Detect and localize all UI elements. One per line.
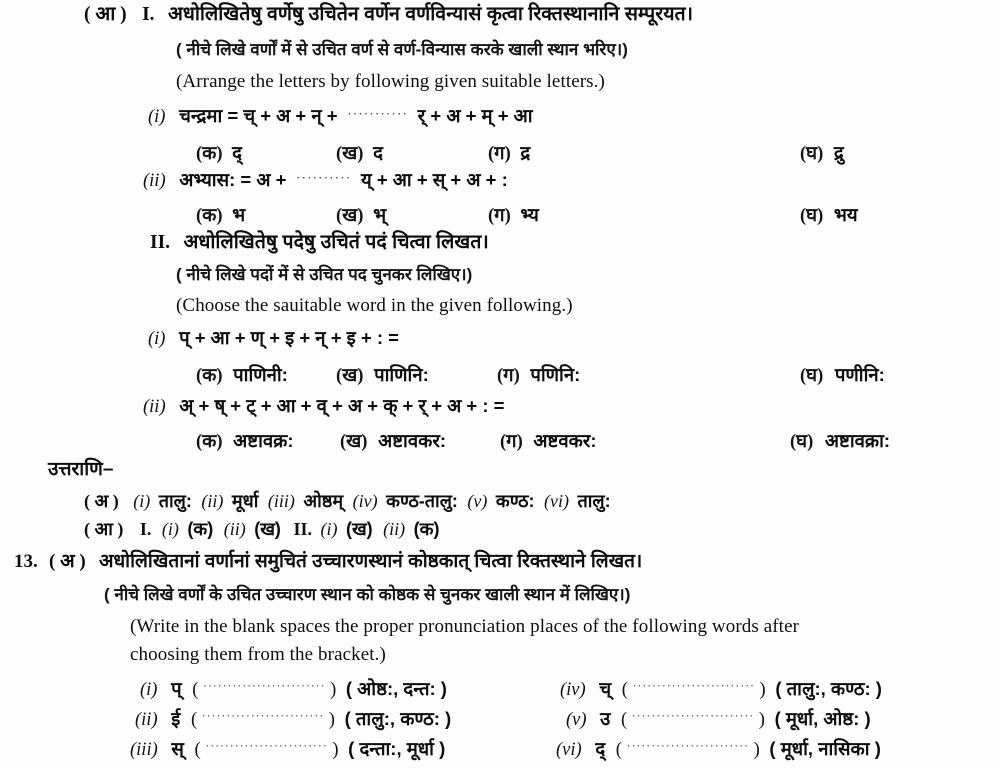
part2-numeral: II.: [150, 232, 171, 253]
option-value: द्र: [520, 142, 531, 163]
answer-num: (i): [320, 519, 338, 539]
item-number: (ii): [135, 710, 158, 730]
part2-q2-text: अ् + ष् + ट् + आ + व् + अ + क् + र् + अ + : =: [179, 395, 505, 416]
part2-q2-option-kha[interactable]: [340, 428, 446, 453]
question-13-english-line2: choosing them from the bracket.): [130, 644, 386, 665]
item-bracket-options: ( मूर्धा, ओष्ठ: ): [774, 708, 871, 729]
option-value: भ्य: [520, 204, 539, 225]
answer-item: [467, 491, 539, 511]
option-label: (ग): [488, 144, 511, 164]
answer-item: [162, 519, 218, 539]
question-13-marker: ( अ ): [49, 551, 86, 572]
answer-item: [133, 491, 196, 511]
close-paren: ): [328, 710, 335, 730]
part1-english-text: (Arrange the letters by following given suitable letters.): [176, 71, 605, 92]
option-value: अष्टावक्रा:: [824, 430, 891, 451]
section-aa-marker: ( आ ): [84, 4, 127, 25]
answer-num: (i): [161, 519, 179, 539]
part1-q2-number: (ii): [143, 171, 166, 191]
section-aa-part1-heading: [84, 4, 693, 25]
answer-blank[interactable]: ·························: [203, 678, 326, 693]
answer-item: [201, 491, 263, 511]
option-value: द्रु: [833, 142, 844, 163]
answers-group-2-numeral: II.: [293, 519, 312, 539]
open-paren: (: [620, 710, 628, 730]
answer-num: (vi): [544, 491, 569, 511]
part2-sanskrit-text: अधोलिखितेषु पदेषु उचितं पदं चित्वा लिखत।: [183, 231, 489, 253]
part2-q1-number: (i): [148, 329, 166, 349]
answer-num: (ii): [223, 519, 246, 539]
part1-q2-option-ka[interactable]: [196, 202, 245, 227]
answer-blank[interactable]: ·························: [626, 738, 749, 753]
option-label: (क): [196, 144, 223, 164]
part2-english-text: (Choose the sauitable word in the given following.): [176, 295, 573, 316]
answers-row-aa: [84, 520, 439, 539]
part1-q1-option-gha[interactable]: [800, 140, 844, 165]
option-value: पणीनि:: [834, 364, 885, 385]
item-number: (iii): [130, 740, 158, 760]
part2-question-1: [148, 328, 399, 349]
question-13-right-item-3[interactable]: [556, 736, 881, 761]
close-paren: ): [332, 740, 339, 760]
answer-value: कण्ठ-तालु:: [386, 491, 458, 511]
part1-hindi-text: ( नीचे लिखे वर्णों में से उचित वर्ण से वर्ण-विन्यास करके खाली स्थान भरिए।): [176, 40, 628, 59]
option-value: द: [373, 142, 383, 163]
answer-num: (i): [133, 491, 151, 511]
part1-sanskrit-text: अधोलिखितेषु वर्णेषु उचितेन वर्णेन वर्णविन्यासं कृत्वा रिक्तस्थानानि सम्पूरयत।: [167, 3, 694, 25]
open-paren: (: [190, 710, 198, 730]
question-13-sanskrit-text: अधोलिखितानां वर्णानां समुचितं उच्चारणस्थानं कोष्ठकात् चित्वा रिक्तस्थाने लिखत।: [98, 551, 643, 572]
part2-hindi-text: ( नीचे लिखे पदों में से उचित पद चुनकर लिखिए।): [176, 265, 473, 284]
part1-q1-number: (i): [148, 107, 166, 127]
answer-value: ओष्ठम्: [303, 491, 344, 511]
part2-q2-option-ka[interactable]: [196, 428, 294, 453]
option-label: (ख): [336, 206, 364, 226]
answer-num: (ii): [201, 491, 224, 511]
option-value: द्: [232, 142, 242, 163]
part1-q2-option-gha[interactable]: [800, 202, 858, 227]
part2-q1-text: प् + आ + ण् + इ + न् + इ + : =: [179, 327, 399, 348]
option-label: (ख): [340, 432, 368, 452]
question-13-left-item-3[interactable]: [130, 736, 445, 761]
part2-q1-option-kha[interactable]: [336, 362, 429, 387]
option-value: अष्टवकर:: [533, 430, 597, 451]
answers-row-aa-marker: ( आ ): [84, 519, 124, 539]
answer-item: [383, 519, 439, 539]
answer-item: [268, 491, 348, 511]
item-bracket-options: ( दन्ता:, मूर्धा ): [348, 738, 446, 759]
part1-q2-blank-dots: ··········: [296, 169, 352, 185]
question-13-left-item-1[interactable]: [140, 676, 447, 701]
question-13-heading: [14, 552, 642, 572]
open-paren: (: [615, 740, 622, 760]
answer-num: (ii): [383, 519, 406, 539]
close-paren: ): [330, 680, 337, 700]
option-label: (क): [196, 206, 223, 226]
item-letter: प्: [171, 678, 182, 699]
option-label: (ग): [497, 366, 520, 386]
close-paren: ): [758, 710, 765, 730]
part2-question-2: [143, 396, 504, 417]
answer-num: (iii): [267, 491, 295, 511]
option-value: भ: [232, 204, 246, 225]
item-letter: उ: [600, 708, 611, 729]
open-paren: (: [192, 680, 199, 700]
item-letter: स्: [171, 738, 184, 759]
question-13-english-line1: (Write in the blank spaces the proper pronunciation places of the following words after: [130, 616, 800, 637]
question-13-right-item-2[interactable]: [566, 706, 871, 731]
answer-value: कण्ठ:: [495, 491, 535, 511]
part1-q1-option-ka[interactable]: [196, 140, 242, 165]
option-value: पाणिनी:: [233, 364, 288, 385]
option-label: (घ): [800, 366, 824, 386]
answers-row-a: [84, 492, 611, 511]
item-letter: च्: [599, 678, 612, 699]
answer-item: [353, 491, 463, 511]
part1-q2-option-kha[interactable]: [336, 202, 386, 227]
answer-value: मूर्धा: [231, 491, 259, 511]
answers-group-1-numeral: I.: [139, 519, 152, 539]
open-paren: (: [621, 680, 628, 700]
option-label: (क): [196, 366, 223, 386]
part1-question-2: [143, 170, 508, 191]
option-label: (ख): [336, 144, 364, 164]
part1-q2-option-ga[interactable]: [488, 202, 539, 227]
question-13-left-item-2[interactable]: [135, 706, 451, 731]
item-letter: ई: [171, 708, 181, 729]
item-bracket-options: ( ओष्ठ:, दन्त: ): [345, 678, 447, 699]
answer-value: तालु:: [158, 491, 192, 511]
answer-item: [224, 519, 286, 539]
part2-q2-option-ga[interactable]: [500, 428, 597, 453]
item-letter: द्: [595, 738, 606, 759]
question-13-right-item-1[interactable]: [560, 676, 882, 701]
option-label: (घ): [790, 432, 814, 452]
option-value: भय: [833, 204, 858, 225]
part2-q1-option-ka[interactable]: [196, 362, 288, 387]
part1-q2-text-after: य् + आ + स् + अ + :: [360, 169, 508, 190]
item-number: (vi): [556, 740, 582, 760]
answer-num: (v): [467, 491, 488, 511]
option-value: भ्: [373, 204, 387, 225]
part1-q1-text-after: र् + अ + म् + आ: [417, 105, 533, 126]
item-bracket-options: ( तालु:, कण्ठ: ): [775, 678, 882, 699]
close-paren: ): [759, 680, 766, 700]
item-number: (iv): [560, 680, 586, 700]
answer-value: (ख): [345, 519, 373, 539]
part2-q2-number: (ii): [143, 397, 166, 417]
answer-blank[interactable]: ·························: [632, 678, 755, 693]
question-13-hindi-text: ( नीचे लिखे वर्णों के उचित उच्चारण स्थान को कोष्ठक से चुनकर खाली स्थान में लिखिए।): [104, 585, 631, 604]
option-label: (ग): [488, 206, 511, 226]
item-number: (v): [566, 710, 587, 730]
part2-q1-option-ga[interactable]: [497, 362, 580, 387]
option-label: (घ): [800, 144, 824, 164]
part1-q1-option-kha[interactable]: [336, 140, 383, 165]
answer-item: [320, 519, 377, 539]
answer-value: (ख): [254, 519, 281, 539]
part1-question-1: [148, 106, 533, 127]
part2-q1-option-gha[interactable]: [800, 362, 885, 387]
option-value: अष्टावकर:: [378, 430, 447, 451]
item-bracket-options: ( तालु:, कण्ठ: ): [344, 708, 452, 729]
answer-blank[interactable]: ·························: [205, 738, 328, 753]
answer-blank[interactable]: ·························: [201, 708, 325, 723]
option-label: (ग): [500, 432, 523, 452]
answer-blank[interactable]: ·························: [631, 708, 755, 723]
answer-value: (क): [413, 519, 440, 539]
answer-value: (क): [187, 519, 214, 539]
part1-q1-text-before: चन्द्रमा = च् + अ + न् +: [179, 105, 338, 126]
part1-numeral: I.: [142, 4, 155, 25]
option-value: पणिनि:: [530, 364, 581, 385]
answer-value: तालु:: [577, 491, 611, 511]
answers-heading: उत्तराणि–: [48, 459, 114, 480]
close-paren: ): [753, 740, 760, 760]
item-number: (i): [140, 680, 158, 700]
part1-q2-text-before: अभ्यास: = अ +: [179, 169, 287, 190]
option-label: (ख): [336, 366, 364, 386]
part1-q1-blank-dots: ···········: [347, 105, 409, 121]
option-label: (क): [196, 432, 223, 452]
part2-q2-option-gha[interactable]: [790, 428, 890, 453]
section-aa-part2-heading: [150, 232, 489, 253]
option-value: अष्टावक्र:: [233, 430, 294, 451]
option-value: पाणिनि:: [374, 364, 429, 385]
item-bracket-options: ( मूर्धा, नासिका ): [769, 738, 881, 759]
question-13-number: 13.: [14, 551, 38, 572]
open-paren: (: [194, 740, 201, 760]
option-label: (घ): [800, 206, 824, 226]
answers-row-a-marker: ( अ ): [84, 491, 119, 511]
answer-item: [544, 491, 611, 511]
part1-q1-option-ga[interactable]: [488, 140, 530, 165]
answer-num: (iv): [352, 491, 378, 511]
